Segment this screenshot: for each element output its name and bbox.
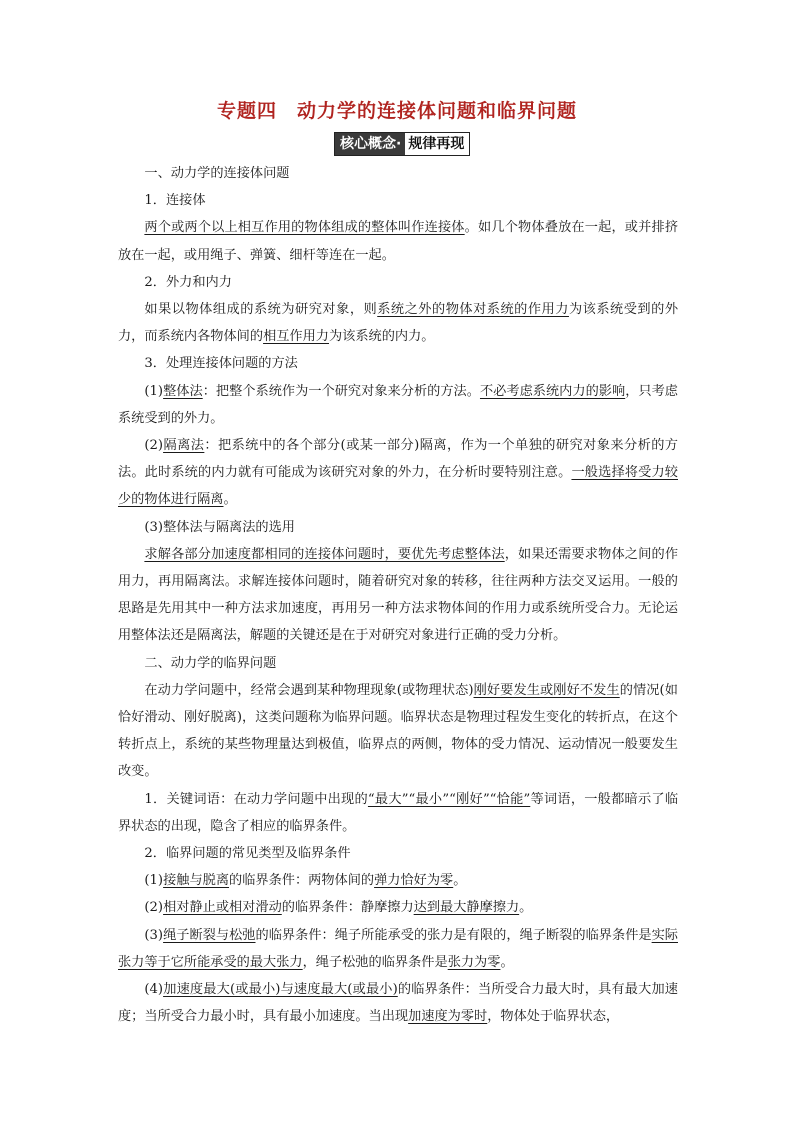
paragraph-whole-method: (1)整体法：把整个系统作为一个研究对象来分析的方法。不必考虑系统内力的影响，只考虑系统受到的外力。 bbox=[118, 383, 678, 426]
paragraph-critical-intro: 在动力学问题中，经常会遇到某种物理现象(或物理状态)刚好要发生或刚好不发生的情况(如恰好滑动、刚好脱离)，这类问题称为临界问题。临界状态是物理过程发生变化的转折点，在这个转折点上，系统的某些物理量达到极值，临界点的两侧，物体的受力情况、运动情况一般要发生改变。 bbox=[118, 682, 678, 780]
paragraph-keywords: 1．关键词语：在动力学问题中出现的“最大”“最小”“刚好”“恰能”等词语，一般都暗示了临界状态的出现，隐含了相应的临界条件。 bbox=[118, 791, 679, 834]
subheading-external-internal-force: 2．外力和内力 bbox=[144, 274, 232, 290]
paragraph-external-internal-force: 如果以物体组成的系统为研究对象，则系统之外的物体对系统的作用力为该系统受到的外力，而系统内各物体间的相互作用力为该系统的内力。 bbox=[118, 302, 679, 345]
paragraph-condition-acceleration: (4)加速度最大(或最小)与速度最大(或最小)的临界条件：当所受合力最大时，具有最大加速度；当所受合力最小时，具有最小加速度。当出现加速度为零时，物体处于临界状态， bbox=[118, 982, 678, 1025]
section-badge bbox=[334, 132, 470, 156]
paragraph-condition-rope: (3)绳子断裂与松弛的临界条件：绳子所能承受的张力是有限的，绳子断裂的临界条件是实际张力等于它所能承受的最大张力，绳子松弛的临界条件是张力为零。 bbox=[118, 927, 678, 970]
subheading-methods: 3．处理连接体问题的方法 bbox=[144, 356, 298, 372]
badge-rule-review: 规律再现 bbox=[405, 133, 469, 155]
document-title: 专题四 动力学的连接体问题和临界问题 bbox=[216, 100, 577, 122]
paragraph-condition-sliding: (2)相对静止或相对滑动的临界条件：静摩擦力达到最大静摩擦力。 bbox=[144, 900, 533, 916]
document-body bbox=[118, 160, 678, 1031]
paragraph-condition-contact: (1)接触与脱离的临界条件：两物体间的弹力恰好为零。 bbox=[144, 873, 467, 889]
subheading-method-selection: (3)整体法与隔离法的选用 bbox=[144, 519, 295, 535]
badge-core-concept: 核心概念· bbox=[335, 133, 405, 155]
subheading-critical-types: 2．临界问题的常见类型及临界条件 bbox=[144, 846, 351, 862]
paragraph-method-selection: 求解各部分加速度都相同的连接体问题时，要优先考虑整体法，如果还需要求物体之间的作用力，再用隔离法。求解连接体问题时，随着研究对象的转移，往往两种方法交叉运用。一般的思路是先用其中一种方法求加速度，再用另一种方法求物体间的作用力或系统所受合力。无论运用整体法还是隔离法，解题的关键还是在于对研究对象进行正确的受力分析。 bbox=[118, 546, 679, 644]
section-heading-connected-bodies: 一、动力学的连接体问题 bbox=[144, 166, 290, 181]
section-heading-critical-problems: 二、动力学的临界问题 bbox=[144, 655, 277, 671]
paragraph-connected-body: 两个或两个以上相互作用的物体组成的整体叫作连接体。如几个物体叠放在一起，或并排挤放在一起，或用绳子、弹簧、细杆等连在一起。 bbox=[118, 220, 679, 263]
subheading-connected-body: 1．连接体 bbox=[144, 193, 206, 209]
paragraph-isolation-method: (2)隔离法：把系统中的各个部分(或某一部分)隔离，作为一个单独的研究对象来分析的方法。此时系统的内力就有可能成为该研究对象的外力，在分析时要特别注意。一般选择将受力较少的物体进行隔离。 bbox=[118, 438, 678, 508]
